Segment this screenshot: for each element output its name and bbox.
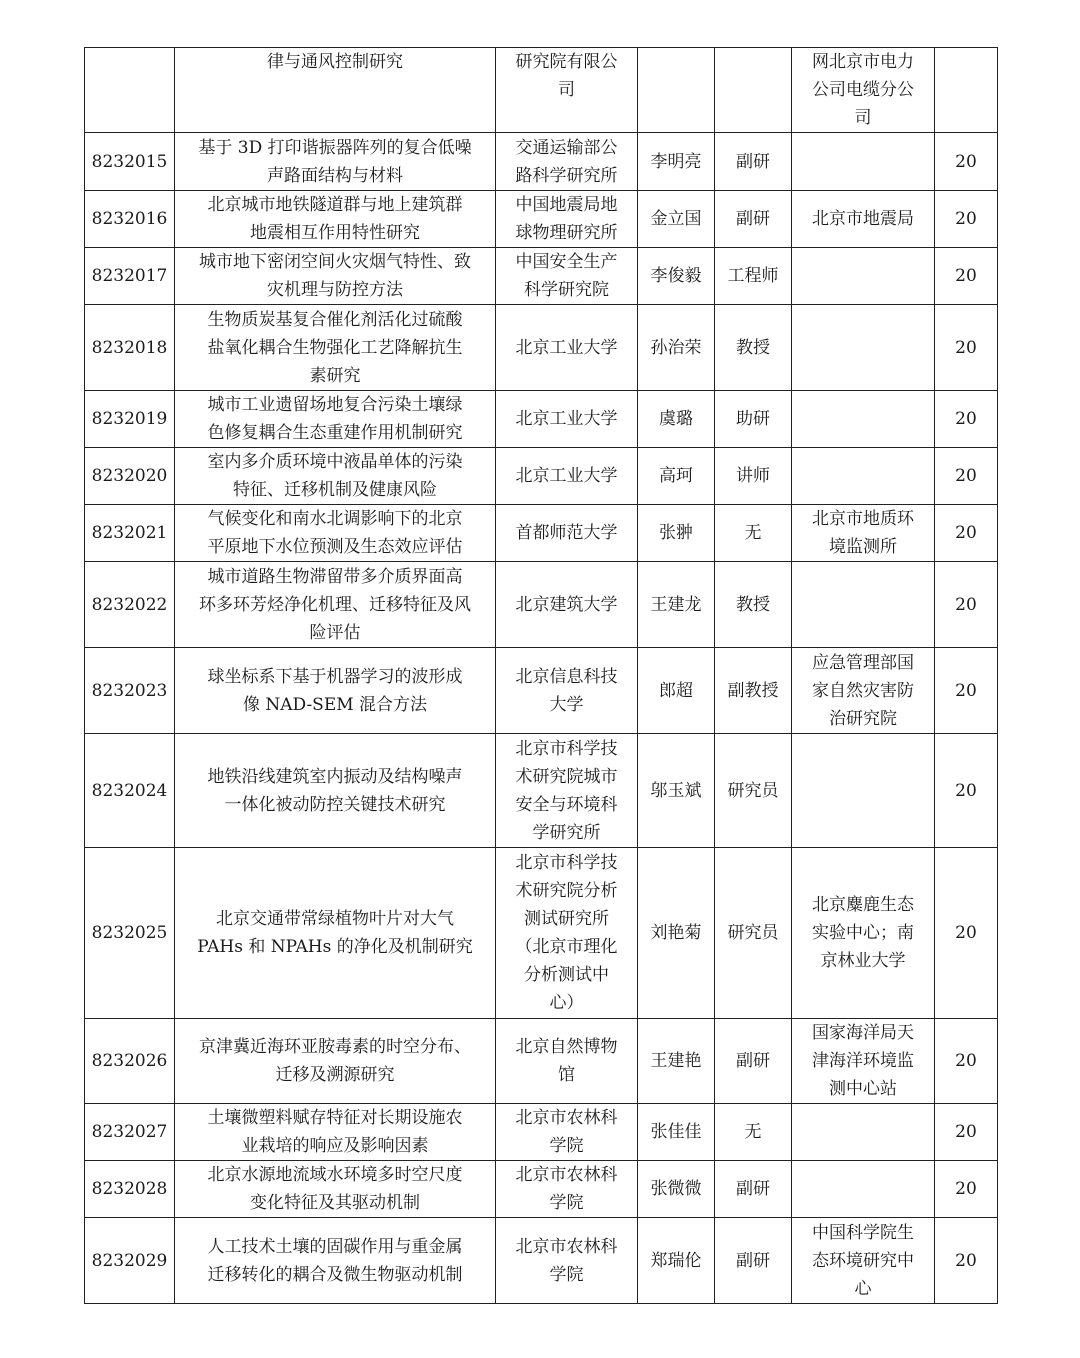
- cell-code: 8232025: [85, 848, 175, 1019]
- cell-code: 8232016: [85, 191, 175, 248]
- table-row: [85, 848, 998, 1019]
- cell-partner: 国家海洋局天 津海洋环境监 测中心站: [792, 1019, 935, 1104]
- cell-pi: 郑瑞伦: [638, 1218, 715, 1304]
- cell-partner: [792, 305, 935, 391]
- cell-code: 8232026: [85, 1019, 175, 1104]
- cell-rank: 讲师: [715, 448, 792, 505]
- cell-code: 8232020: [85, 448, 175, 505]
- cell-fund: 20: [935, 248, 998, 305]
- cell-pi: 王建艳: [638, 1019, 715, 1104]
- cell-code: 8232028: [85, 1161, 175, 1218]
- cell-fund: 20: [935, 1161, 998, 1218]
- cell-code: 8232024: [85, 734, 175, 848]
- cell-title: 气候变化和南水北调影响下的北京 平原地下水位预测及生态效应评估: [175, 505, 496, 562]
- cell-org: 北京自然博物 馆: [496, 1019, 638, 1104]
- cell-pi: 郎超: [638, 648, 715, 734]
- cell-rank: 教授: [715, 305, 792, 391]
- cell-org: 北京工业大学: [496, 391, 638, 448]
- cell-fund: 20: [935, 133, 998, 191]
- cell-rank: 副研: [715, 133, 792, 191]
- cell-pi: 张翀: [638, 505, 715, 562]
- cell-org: 北京市农林科 学院: [496, 1104, 638, 1161]
- cell-title: 生物质炭基复合催化剂活化过硫酸 盐氧化耦合生物强化工艺降解抗生 素研究: [175, 305, 496, 391]
- cell-rank: 研究员: [715, 734, 792, 848]
- cell-pi: 金立国: [638, 191, 715, 248]
- cell-partner: [792, 734, 935, 848]
- cell-pi: 王建龙: [638, 562, 715, 648]
- cell-rank: 副教授: [715, 648, 792, 734]
- cell-partner: [792, 391, 935, 448]
- cell-partner: [792, 133, 935, 191]
- cell-fund: 20: [935, 1104, 998, 1161]
- cell-rank: 副研: [715, 1019, 792, 1104]
- cell-org: 研究院有限公 司: [496, 48, 638, 133]
- cell-org: 北京建筑大学: [496, 562, 638, 648]
- cell-code: 8232021: [85, 505, 175, 562]
- cell-rank: 助研: [715, 391, 792, 448]
- cell-code: [85, 48, 175, 133]
- cell-partner: [792, 1161, 935, 1218]
- cell-partner: 北京市地震局: [792, 191, 935, 248]
- table-row: [85, 133, 998, 191]
- cell-rank: 副研: [715, 1161, 792, 1218]
- table-row: [85, 391, 998, 448]
- cell-fund: 20: [935, 448, 998, 505]
- cell-pi: 张微微: [638, 1161, 715, 1218]
- table-row: [85, 248, 998, 305]
- cell-pi: 孙治荣: [638, 305, 715, 391]
- cell-org: 北京市科学技 术研究院分析 测试研究所 （北京市理化 分析测试中 心）: [496, 848, 638, 1019]
- table-body: [85, 48, 998, 1304]
- cell-partner: 网北京市电力 公司电缆分公 司: [792, 48, 935, 133]
- table-row: [85, 448, 998, 505]
- cell-code: 8232018: [85, 305, 175, 391]
- cell-code: 8232029: [85, 1218, 175, 1304]
- cell-rank: 无: [715, 1104, 792, 1161]
- table-row: [85, 562, 998, 648]
- cell-fund: 20: [935, 562, 998, 648]
- cell-fund: 20: [935, 734, 998, 848]
- cell-rank: 副研: [715, 191, 792, 248]
- cell-fund: 20: [935, 305, 998, 391]
- cell-fund: [935, 48, 998, 133]
- cell-code: 8232017: [85, 248, 175, 305]
- cell-rank: 无: [715, 505, 792, 562]
- cell-partner: [792, 448, 935, 505]
- cell-org: 中国地震局地 球物理研究所: [496, 191, 638, 248]
- table-row: [85, 505, 998, 562]
- cell-title: 律与通风控制研究: [175, 48, 496, 133]
- cell-pi: 刘艳菊: [638, 848, 715, 1019]
- cell-fund: 20: [935, 648, 998, 734]
- cell-pi: 李明亮: [638, 133, 715, 191]
- cell-partner: 北京麋鹿生态 实验中心；南 京林业大学: [792, 848, 935, 1019]
- cell-rank: 工程师: [715, 248, 792, 305]
- cell-pi: 张佳佳: [638, 1104, 715, 1161]
- cell-fund: 20: [935, 505, 998, 562]
- cell-title: 人工技术土壤的固碳作用与重金属 迁移转化的耦合及微生物驱动机制: [175, 1218, 496, 1304]
- cell-pi: 虞璐: [638, 391, 715, 448]
- cell-rank: 副研: [715, 1218, 792, 1304]
- table-row: [85, 1104, 998, 1161]
- cell-code: 8232015: [85, 133, 175, 191]
- cell-partner: 中国科学院生 态环境研究中 心: [792, 1218, 935, 1304]
- cell-partner: 北京市地质环 境监测所: [792, 505, 935, 562]
- cell-org: 北京市农林科 学院: [496, 1218, 638, 1304]
- cell-title: 球坐标系下基于机器学习的波形成 像 NAD-SEM 混合方法: [175, 648, 496, 734]
- cell-title: 土壤微塑料赋存特征对长期设施农 业栽培的响应及影响因素: [175, 1104, 496, 1161]
- table-row: [85, 1161, 998, 1218]
- cell-pi: [638, 48, 715, 133]
- cell-org: 北京信息科技 大学: [496, 648, 638, 734]
- cell-rank: [715, 48, 792, 133]
- cell-code: 8232023: [85, 648, 175, 734]
- cell-fund: 20: [935, 848, 998, 1019]
- cell-title: 地铁沿线建筑室内振动及结构噪声 一体化被动防控关键技术研究: [175, 734, 496, 848]
- cell-title: 北京水源地流域水环境多时空尺度 变化特征及其驱动机制: [175, 1161, 496, 1218]
- cell-pi: 李俊毅: [638, 248, 715, 305]
- cell-title: 城市道路生物滞留带多介质界面高 环多环芳烃净化机理、迁移特征及风 险评估: [175, 562, 496, 648]
- cell-org: 北京工业大学: [496, 305, 638, 391]
- cell-title: 北京交通带常绿植物叶片对大气 PAHs 和 NPAHs 的净化及机制研究: [175, 848, 496, 1019]
- cell-fund: 20: [935, 1019, 998, 1104]
- cell-pi: 高珂: [638, 448, 715, 505]
- cell-code: 8232019: [85, 391, 175, 448]
- table-row: [85, 734, 998, 848]
- cell-partner: [792, 1104, 935, 1161]
- cell-org: 中国安全生产 科学研究院: [496, 248, 638, 305]
- table-row: [85, 48, 998, 133]
- cell-title: 基于 3D 打印谐振器阵列的复合低噪 声路面结构与材料: [175, 133, 496, 191]
- cell-fund: 20: [935, 1218, 998, 1304]
- cell-partner: [792, 248, 935, 305]
- cell-partner: 应急管理部国 家自然灾害防 治研究院: [792, 648, 935, 734]
- cell-rank: 研究员: [715, 848, 792, 1019]
- cell-title: 京津冀近海环亚胺毒素的时空分布、 迁移及溯源研究: [175, 1019, 496, 1104]
- cell-org: 首都师范大学: [496, 505, 638, 562]
- cell-rank: 教授: [715, 562, 792, 648]
- cell-title: 室内多介质环境中液晶单体的污染 特征、迁移机制及健康风险: [175, 448, 496, 505]
- cell-fund: 20: [935, 391, 998, 448]
- table-row: [85, 648, 998, 734]
- cell-title: 城市工业遗留场地复合污染土壤绿 色修复耦合生态重建作用机制研究: [175, 391, 496, 448]
- table-row: [85, 1019, 998, 1104]
- project-table: [84, 47, 998, 1304]
- cell-org: 北京市农林科 学院: [496, 1161, 638, 1218]
- cell-code: 8232027: [85, 1104, 175, 1161]
- cell-partner: [792, 562, 935, 648]
- cell-code: 8232022: [85, 562, 175, 648]
- table-row: [85, 1218, 998, 1304]
- cell-fund: 20: [935, 191, 998, 248]
- cell-org: 交通运输部公 路科学研究所: [496, 133, 638, 191]
- table-row: [85, 191, 998, 248]
- cell-title: 城市地下密闭空间火灾烟气特性、致 灾机理与防控方法: [175, 248, 496, 305]
- cell-org: 北京工业大学: [496, 448, 638, 505]
- cell-org: 北京市科学技 术研究院城市 安全与环境科 学研究所: [496, 734, 638, 848]
- cell-pi: 邬玉斌: [638, 734, 715, 848]
- table-row: [85, 305, 998, 391]
- cell-title: 北京城市地铁隧道群与地上建筑群 地震相互作用特性研究: [175, 191, 496, 248]
